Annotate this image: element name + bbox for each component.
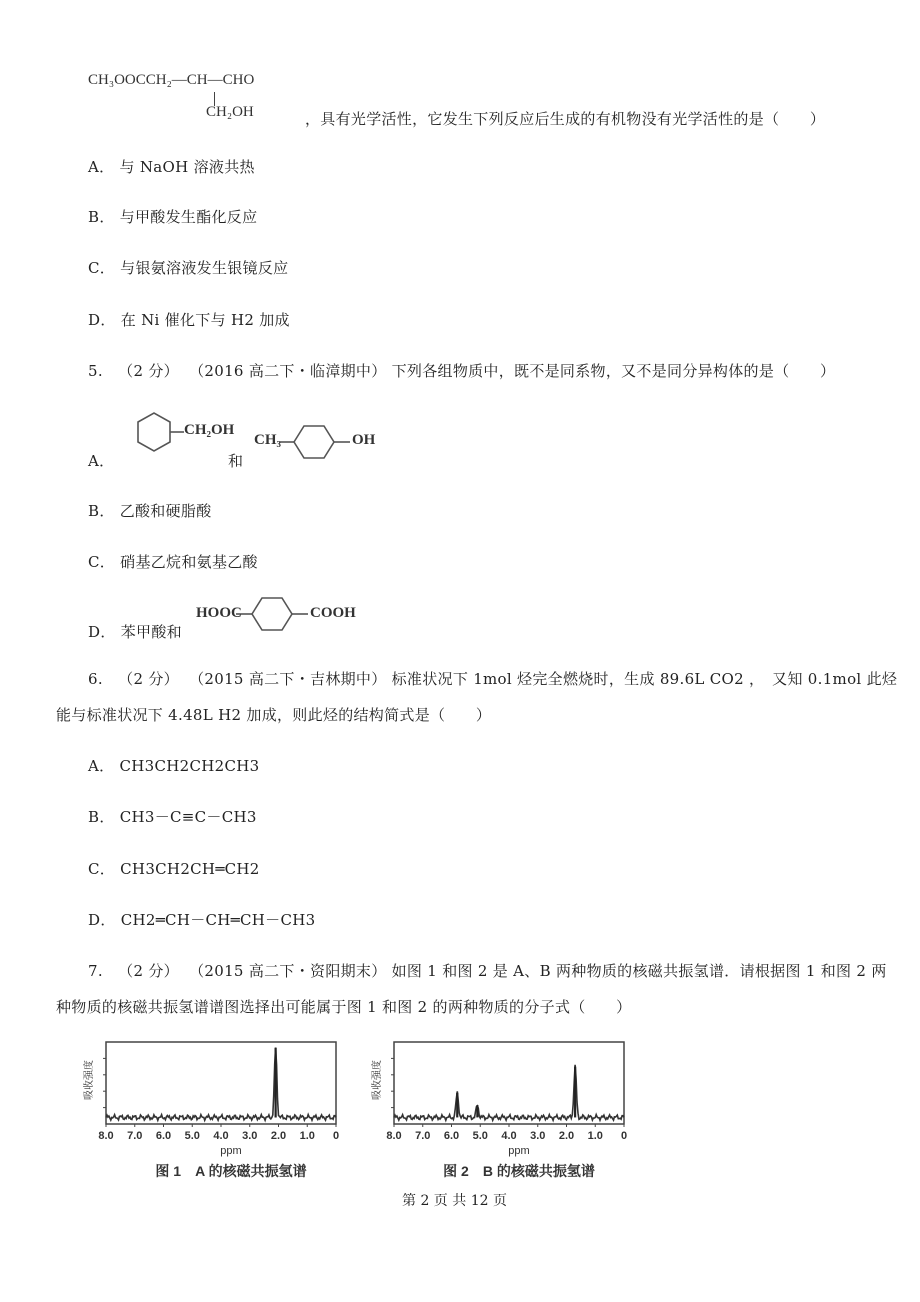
y-axis-label: 吸收强度 [84,1060,95,1100]
x-tick-label: 0 [332,1130,340,1142]
q4-option-d[interactable]: D． 在 Ni 催化下与 H2 加成 [88,311,290,329]
page-footer: 第 2 页 共 12 页 [402,1193,507,1209]
nmr-chart-b [368,1036,638,1186]
q5-option-a-and: 和 [228,452,244,470]
x-tick-label: 2.0 [270,1130,287,1142]
terephthalic-acid-structure [232,594,312,638]
q4-stem-tail: ，具有光学活性，它发生下列反应后生成的有机物没有光学活性的是（ ） [305,110,826,128]
x-tick-label: 6.0 [155,1130,172,1142]
q6-option-c[interactable]: C． CH3CH2CH═CH2 [88,860,260,878]
p-cresol-right: OH [352,432,376,448]
q6-option-a[interactable]: A． CH3CH2CH2CH3 [88,757,260,775]
q4-option-c[interactable]: C． 与银氨溶液发生银镜反应 [88,259,289,277]
x-tick-label: 6.0 [443,1130,460,1142]
x-tick-label: 8.0 [386,1130,402,1142]
q6-stem-line2: 能与标准状况下 4.48L H2 加成，则此烃的结构简式是（ ） [56,706,492,724]
q5-stem: 5. （2 分） （2016 高二下・临漳期中） 下列各组物质中，既不是同系物，又不是同分异构体的是（ ） [88,362,836,380]
x-tick-label: 4.0 [213,1130,229,1142]
q6-option-b[interactable]: B． CH3－C≡C－CH3 [88,808,257,826]
x-tick-label: 0 [620,1130,628,1142]
spectrum-line [394,1065,624,1121]
plot-frame [106,1042,336,1124]
q7-stem-line1: 7. （2 分） （2015 高二下・资阳期末） 如图 1 和图 2 是 A、B 两种物质的核磁共振氢谱．请根据图 1 和图 2 两 [88,962,887,980]
x-axis-label: ppm [220,1145,242,1157]
x-tick-label: 4.0 [501,1130,517,1142]
plot-frame [394,1042,624,1124]
x-tick-label: 7.0 [415,1130,431,1142]
nmr-chart-a [80,1036,350,1186]
benzyl-alcohol-structure [118,410,228,470]
q5-option-b[interactable]: B． 乙酸和硬脂酸 [88,502,212,520]
chart-title: 图 1 A 的核磁共振氢谱 [155,1163,307,1179]
x-tick-label: 5.0 [472,1130,488,1142]
y-axis-label: 吸收强度 [372,1060,383,1100]
q5-option-d[interactable]: D． 苯甲酸和 [88,623,182,641]
x-tick-label: 5.0 [184,1130,200,1142]
q5-option-c[interactable]: C． 硝基乙烷和氨基乙酸 [88,553,258,571]
q6-stem-line1: 6. （2 分） （2015 高二下・吉林期中） 标准状况下 1mol 烃完全燃烧时，生成 89.6L CO2 ， 又知 0.1mol 此烃 [88,670,898,688]
x-tick-label: 1.0 [299,1130,315,1142]
x-tick-label: 7.0 [127,1130,143,1142]
spectrum-line [106,1048,336,1121]
q6-option-d[interactable]: D． CH2═CH－CH═CH－CH3 [88,911,316,929]
x-tick-label: 1.0 [587,1130,603,1142]
q4-option-b[interactable]: B． 与甲酸发生酯化反应 [88,208,258,226]
q4-structure-main: CH₃OOCCH₂—CH—CHO [88,72,255,88]
terephthalic-right: COOH [310,605,356,621]
x-tick-label: 3.0 [530,1130,546,1142]
x-tick-label: 3.0 [242,1130,258,1142]
terephthalic-left: HOOC [196,605,242,621]
chart-title: 图 2 B 的核磁共振氢谱 [443,1163,595,1179]
p-cresol-left: CH₃ [254,432,281,448]
q4-structure-sub: CH₂OH [206,104,254,120]
q7-stem-line2: 种物质的核磁共振氢谱谱图选择出可能属于图 1 和图 2 的两种物质的分子式（ ） [56,998,632,1016]
x-tick-label: 2.0 [558,1130,575,1142]
q5-option-a-label[interactable]: A． [88,452,115,470]
x-axis-label: ppm [508,1145,530,1157]
x-tick-label: 8.0 [98,1130,114,1142]
benzyl-alcohol-label: CH₂OH [184,422,235,438]
q4-option-a[interactable]: A． 与 NaOH 溶液共热 [88,158,255,176]
